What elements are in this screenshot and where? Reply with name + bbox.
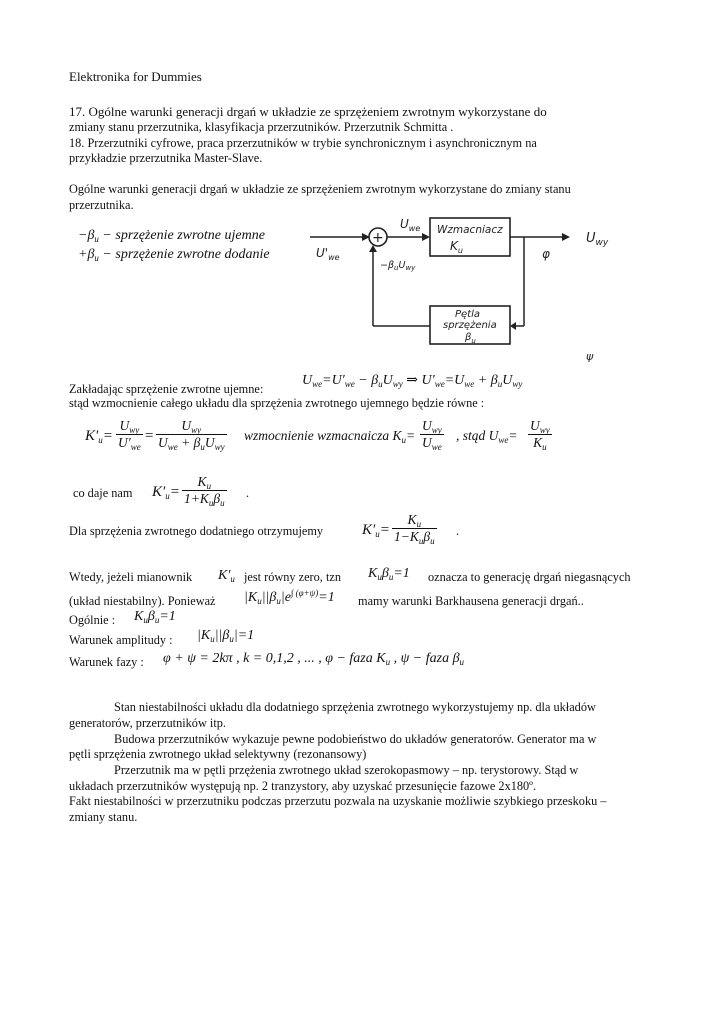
assume-equation: $U_{we}=U'_{we} - \beta_uU_{wy}$ ⇒ $U'_{we}=U_{we} + \beta_uU_{wy}$ [302,373,523,389]
positive-fb-lhs: $K'_u=$ [362,522,390,539]
svg-text:Wzmacniacz: Wzmacniacz [437,224,503,236]
legend-positive: $+\beta_u$ − sprzężenie zwrotne dodanie [78,247,270,263]
barkhausen-text: mamy warunki Barkhausena generacji drgań.. [358,594,584,608]
intro-line-1: Ogólne warunki generacji drgań w układzie ze sprzężeniem zwrotnym wykorzystane do zmiany stanu [69,182,571,196]
gives-text: co daje nam [73,486,133,500]
gain-frac-4: $U_{wy}$ $K_u$ [530,418,550,452]
closing-p1-line-1: Stan niestabilności układu dla dodatniego sprzężenia zwrotnego wykorzystujemy np. dla układów [114,700,596,714]
unstable-text: (układ niestabilny). Ponieważ [69,594,216,608]
positive-fb-dot: . [456,524,460,538]
gives-frac: $K_u$ $1+K_u\beta_u$ [184,474,225,508]
svg-text:+: + [372,230,384,246]
topic-18-line-1: 18. Przerzutniki cyfrowe, praca przerzutników w trybie synchronicznym i asynchronicznym na [69,136,537,150]
when-mid: jest równy zero, tzn [244,570,341,584]
closing-p4-line-1: Fakt niestabilności w przerzutniku podczas przerzutu pozwala na uzyskanie możliwie szybkiego przeskoku – [69,794,607,808]
document-title: Elektronika for Dummies [69,69,202,84]
general-equation: $K_u\beta_u=1$ [134,609,176,625]
feedback-block-diagram [300,204,630,366]
gain-frac-1: $U_{wy}$ $U'_{we}$ [118,418,141,452]
topic-17-line-2: zmiany stanu przerzutnika, klasyfikacja przerzutników. Przerzutnik Schmitta . [69,120,454,134]
svg-text:βu: $\beta_u$ [465,332,476,345]
closing-p1-line-2: generatorów, przerzutników itp. [69,716,226,730]
svg-text:U'we: $U'_{we}$ [316,246,340,262]
when-denominator: $K'_u$ [218,568,235,584]
when-prefix: Wtedy, jeżeli mianownik [69,570,193,584]
svg-text:−βuUwy: $-\beta_uU_{wy}$ [380,260,416,272]
gain-eq-sign: = [144,428,155,444]
topic-18-line-2: przykładzie przerzutnika Master-Slave. [69,151,263,165]
amp-cond-label: Warunek amplitudy : [69,633,173,647]
closing-p3-line-2: układach przerzutników występują np. 2 tranzystory, aby uzyskać przesunięcie fazowe 2x180º. [69,779,537,793]
svg-text:Pętla: Pętla [455,309,481,320]
svg-text:φ: φ [542,247,550,261]
svg-text:Uwe: $U_{we}$ [400,217,421,233]
closing-p4-line-2: zmiany stanu. [69,810,138,824]
when-equation: $K_u\beta_u=1$ [368,566,410,582]
gain-intro-text: stąd wzmocnienie całego układu dla sprzężenia zwrotnego ujemnego będzie równe : [69,396,485,410]
gain-lhs: $K'_u=$ [85,428,113,445]
svg-text:sprzężenia: sprzężenia [443,320,497,331]
svg-text:ψ: ψ [586,350,594,363]
gain-frac-3: $U_{wy}$ $U_{we}$ [422,418,442,452]
phase-cond-equation: φ + ψ = 2kπ , k = 0,1,2 , ... , φ − faza $K_u$ , ψ − faza $\beta_u$ [163,651,465,667]
svg-text:Uwy: $U_{wy}$ [586,231,609,248]
positive-fb-frac: $K_u$ $1-K_u\beta_u$ [394,512,435,546]
positive-fb-text: Dla sprzężenia zwrotnego dodatniego otrzymujemy [69,524,324,538]
phase-cond-label: Warunek fazy : [69,655,144,669]
gives-dot: . [246,486,250,500]
legend-negative: $-\beta_u$ − sprzężenie zwrotne ujemne [78,228,265,244]
when-suffix: oznacza to generację drgań niegasnących [428,570,631,584]
gain-frac-2: $U_{wy}$ $U_{we} + \beta_uU_{wy}$ [158,418,225,452]
general-label: Ogólnie : [69,613,116,627]
gain-amp-text: wzmocnienie wzmacnaicza $K_u=$ [244,428,416,445]
barkhausen-equation: $|K_u||\beta_u|e^{\int (\varphi+\psi)}=1$ [244,588,335,606]
closing-p3-line-1: Przerzutnik ma w pętli przężenia zwrotnego układ szerokopasmowy – np. terystorowy. Stąd w [114,763,579,777]
closing-p2-line-2: pętli sprzężenia zwrotnego układ selektywny (rezonansowy) [69,747,367,761]
svg-text:Ku: $K_u$ [450,239,463,255]
topic-17-line-1: 17. Ogólne warunki generacji drgań w układzie ze sprzężeniem zwrotnym wykorzystane do [69,104,547,119]
closing-p2-line-1: Budowa przerzutników wykazuje pewne podobieństwo do układów generatorów. Generator ma w [114,732,597,746]
intro-line-2: przerzutnika. [69,198,134,212]
amp-cond-equation: $|K_u||\beta_u|=1$ [197,628,255,644]
assume-text: Zakładając sprzężenie zwrotne ujemne: [69,382,264,396]
gain-stad: , stąd $U_{we}=$ [456,428,518,445]
gives-lhs: $K'_u=$ [152,484,180,501]
